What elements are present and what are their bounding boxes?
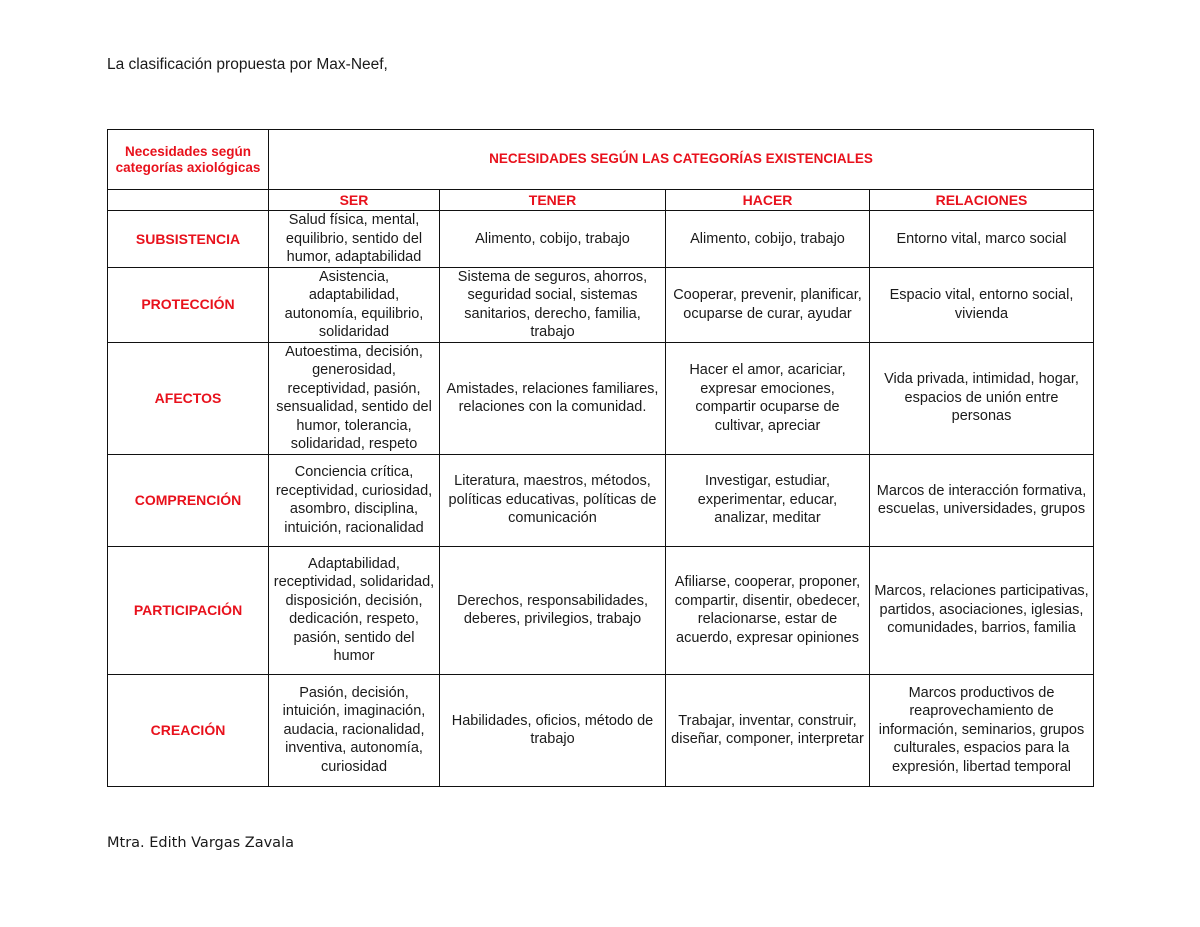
table-cell: Investigar, estudiar, experimentar, educar, analizar, meditar (666, 454, 870, 546)
row-label: AFECTOS (108, 342, 269, 454)
table-cell: Entorno vital, marco social (870, 211, 1094, 268)
table-cell: Alimento, cobijo, trabajo (440, 211, 666, 268)
author-footer: Mtra. Edith Vargas Zavala (107, 835, 294, 851)
table-cell: Espacio vital, entorno social, vivienda (870, 267, 1094, 342)
table-cell: Cooperar, prevenir, planificar, ocuparse de curar, ayudar (666, 267, 870, 342)
column-header-hacer: HACER (666, 190, 870, 211)
column-header-ser: SER (269, 190, 440, 211)
table-cell: Vida privada, intimidad, hogar, espacios de unión entre personas (870, 342, 1094, 454)
main-header: NECESIDADES SEGÚN LAS CATEGORÍAS EXISTENCIALES (269, 130, 1094, 190)
row-label: PARTICIPACIÓN (108, 546, 269, 674)
table-cell: Afiliarse, cooperar, proponer, compartir, disentir, obedecer, relacionarse, estar de acuerdo, expresar opiniones (666, 546, 870, 674)
table-cell: Literatura, maestros, métodos, políticas educativas, políticas de comunicación (440, 454, 666, 546)
table-row-participacion (108, 546, 1094, 674)
row-label: SUBSISTENCIA (108, 211, 269, 268)
column-header-row (108, 190, 1094, 211)
table-row-afectos (108, 342, 1094, 454)
row-label: PROTECCIÓN (108, 267, 269, 342)
table-cell: Asistencia, adaptabilidad, autonomía, equilibrio, solidaridad (269, 267, 440, 342)
table-row-subsistencia (108, 211, 1094, 268)
intro-text: La clasificación propuesta por Max-Neef, (107, 56, 388, 73)
corner-header: Necesidades según categorías axiológicas (108, 130, 269, 190)
table-row-creacion (108, 674, 1094, 786)
table-cell: Alimento, cobijo, trabajo (666, 211, 870, 268)
table-cell: Marcos, relaciones participativas, partidos, asociaciones, iglesias, comunidades, barrios, familia (870, 546, 1094, 674)
table-cell: Derechos, responsabilidades, deberes, privilegios, trabajo (440, 546, 666, 674)
needs-matrix-table (107, 129, 1094, 787)
table-row-comprencion (108, 454, 1094, 546)
column-header-tener: TENER (440, 190, 666, 211)
table-cell: Marcos de interacción formativa, escuelas, universidades, grupos (870, 454, 1094, 546)
header-row (108, 130, 1094, 190)
row-label: COMPRENCIÓN (108, 454, 269, 546)
blank-header-cell (108, 190, 269, 211)
table-cell: Habilidades, oficios, método de trabajo (440, 674, 666, 786)
table-cell: Autoestima, decisión, generosidad, receptividad, pasión, sensualidad, sentido del humor, tolerancia, solidaridad, respeto (269, 342, 440, 454)
table-cell: Pasión, decisión, intuición, imaginación, audacia, racionalidad, inventiva, autonomía, curiosidad (269, 674, 440, 786)
table-cell: Adaptabilidad, receptividad, solidaridad, disposición, decisión, dedicación, respeto, pasión, sentido del humor (269, 546, 440, 674)
table-cell: Conciencia crítica, receptividad, curiosidad, asombro, disciplina, intuición, racionalidad (269, 454, 440, 546)
table-cell: Hacer el amor, acariciar, expresar emociones, compartir ocuparse de cultivar, apreciar (666, 342, 870, 454)
table-cell: Salud física, mental, equilibrio, sentido del humor, adaptabilidad (269, 211, 440, 268)
column-header-relaciones: RELACIONES (870, 190, 1094, 211)
table-row-proteccion (108, 267, 1094, 342)
table-cell: Amistades, relaciones familiares, relaciones con la comunidad. (440, 342, 666, 454)
table-cell: Marcos productivos de reaprovechamiento de información, seminarios, grupos culturales, espacios para la expresión, libertad temporal (870, 674, 1094, 786)
row-label: CREACIÓN (108, 674, 269, 786)
table-cell: Sistema de seguros, ahorros, seguridad social, sistemas sanitarios, derecho, familia, trabajo (440, 267, 666, 342)
table-cell: Trabajar, inventar, construir, diseñar, componer, interpretar (666, 674, 870, 786)
